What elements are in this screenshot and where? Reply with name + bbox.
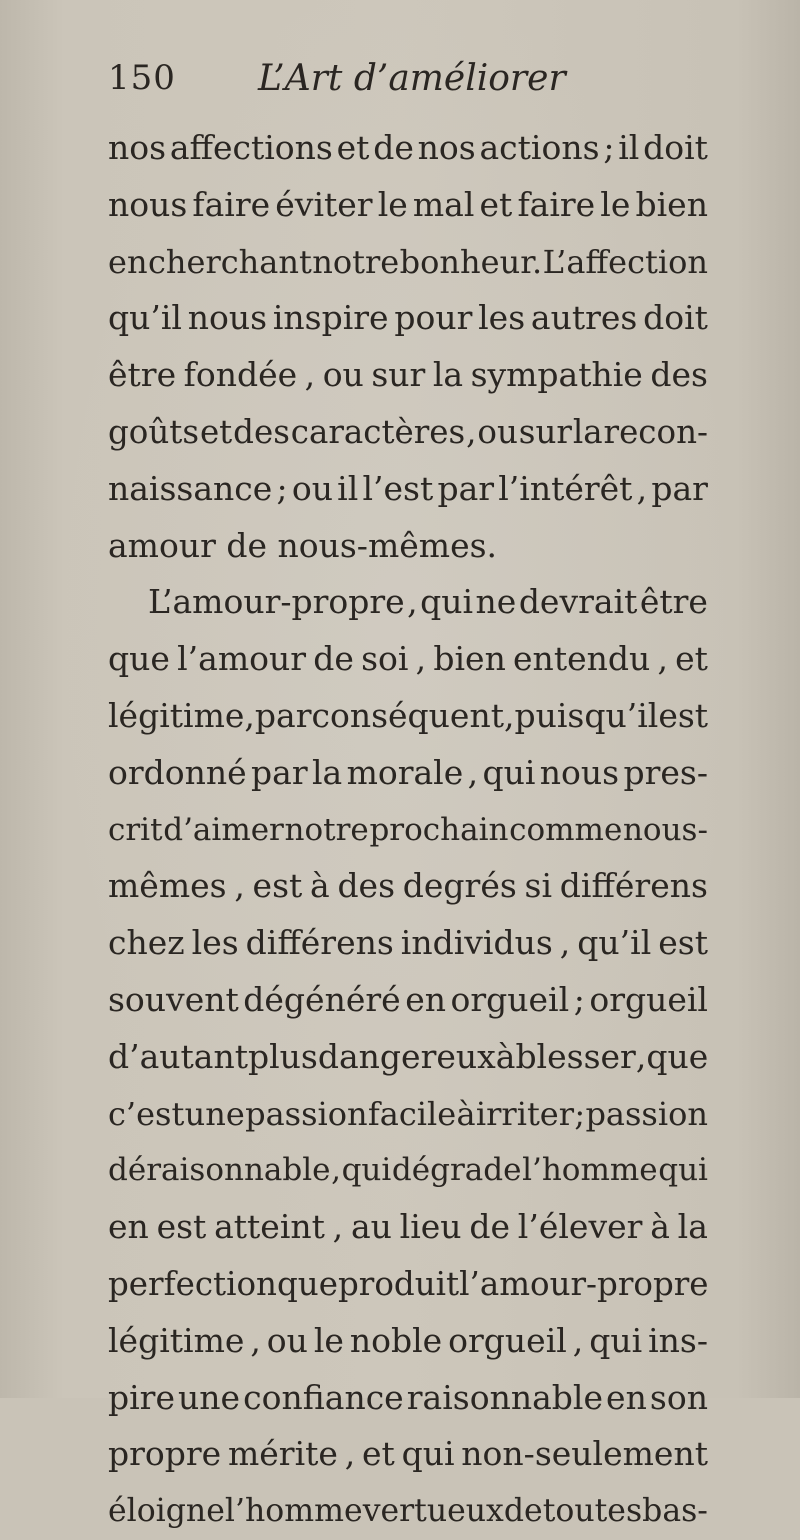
text-line: en est atteint , au lieu de l’élever à la — [108, 1207, 708, 1247]
text-line: déraisonnable , qui dégrade l’homme qui — [108, 1152, 708, 1189]
text-line: qu’il nous inspire pour les autres doit — [108, 298, 708, 338]
text-line: nous faire éviter le mal et faire le bien — [108, 184, 708, 224]
text-line: ordonné par la morale , qui nous pres- — [108, 752, 708, 792]
running-title: L’Art d’améliorer — [258, 58, 566, 99]
text-line: légitime , ou le noble orgueil , qui ins- — [108, 1320, 708, 1360]
page-header — [108, 58, 708, 108]
page-number: 150 — [108, 58, 176, 98]
text-line: en cherchant notre bonheur. L’affection — [108, 242, 708, 281]
text-line: goûts et des caractères , ou sur la recon- — [108, 412, 708, 451]
text-line: amour de nous-mêmes. — [108, 525, 498, 565]
text-line: être fondée , ou sur la sympathie des — [108, 355, 708, 395]
text-line: naissance ; ou il l’est par l’intérêt , par — [108, 468, 708, 508]
text-line: perfection que produit l’amour - propre — [108, 1264, 709, 1303]
text-line: pire une confiance raisonnable en son — [108, 1377, 708, 1417]
text-line: souvent dégénéré en orgueil ; orgueil — [108, 979, 708, 1019]
text-line: mêmes , est à des degrés si différens — [108, 866, 708, 906]
text-line: crit d’aimer notre prochain comme nous- — [108, 811, 708, 848]
text-line: d’autant plus dangereux à blesser , que — [108, 1036, 709, 1076]
text-line: légitime , par conséquent , puisqu’il est — [108, 695, 709, 735]
text-line: chez les différens individus , qu’il est — [108, 923, 708, 963]
body-text — [108, 120, 708, 1540]
text-line: c’est une passion facile à irriter ; passion — [108, 1094, 708, 1133]
text-line: nos affections et de nos actions ; il doit — [108, 128, 708, 167]
text-line: propre mérite , et qui non-seulement — [108, 1434, 708, 1474]
text-line: éloigne l’homme vertueux de toutes bas- — [108, 1493, 708, 1530]
text-line: L’amour-propre , qui ne devrait être — [148, 582, 708, 622]
text-line: que l’amour de soi , bien entendu , et — [108, 639, 708, 679]
